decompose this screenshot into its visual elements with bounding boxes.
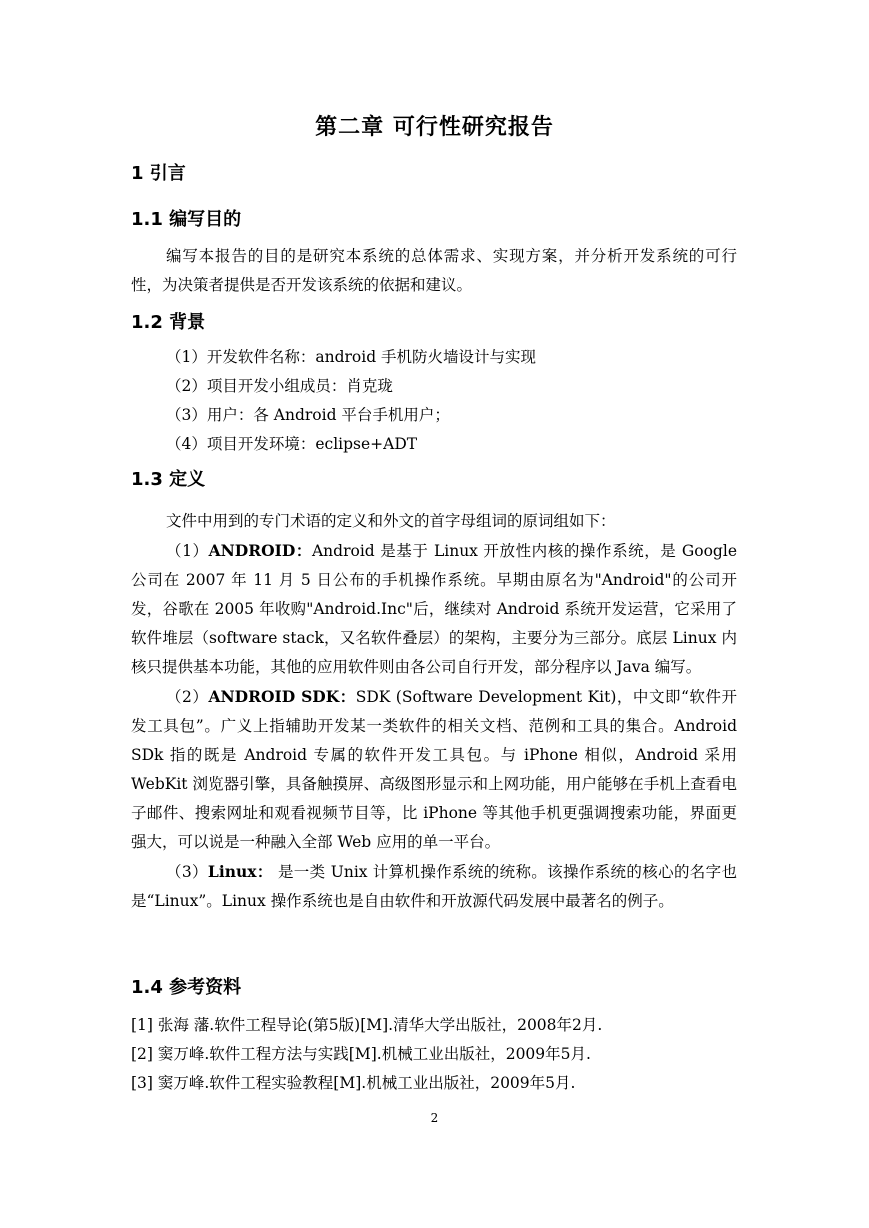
- background-item: （2）项目开发小组成员：肖克珑: [166, 377, 393, 395]
- definition-label: Linux：: [207, 862, 273, 881]
- background-item: （3）用户：各 Android 平台手机用户；: [166, 406, 450, 424]
- definition-android: [131, 536, 737, 682]
- definition-label: ANDROID SDK：: [208, 687, 356, 706]
- section-heading-purpose: 1.1 编写目的: [131, 209, 242, 230]
- definition-text: SDK (Software Development Kit)，中文即“软件开发工具包”。广义上指辅助开发某一类软件的相关文档、范例和工具的集合。Android SDk 指的既是 Android 专属的软件开发工具包。与 iPhone 相似，Android 采用 WebKit 浏览器引擎，具备触摸屏、高级图形显示和上网功能，用户能够在手机上查看电子邮件、搜索网址和观看视频节目等，比 iPhone 等其他手机更强调搜索功能，界面更强大，可以说是一种融入全部 Web 应用的单一平台。: [131, 688, 737, 851]
- definition-prefix: （3）: [166, 863, 208, 881]
- chapter-title: 第二章 可行性研究报告: [315, 115, 554, 140]
- background-item: （4）项目开发环境：eclipse+ADT: [166, 435, 418, 453]
- definition-text: 是一类 Unix 计算机操作系统的统称。该操作系统的核心的名字也是“Linux”。Linux 操作系统也是自由软件和开放源代码发展中最著名的例子。: [131, 863, 737, 910]
- section-heading-background: 1.2 背景: [131, 312, 206, 333]
- purpose-section: [131, 242, 737, 300]
- reference-item: [2] 窦万峰.软件工程方法与实践[M].机械工业出版社，2009年5月.: [131, 1045, 591, 1063]
- definition-prefix: （2）: [166, 688, 209, 706]
- definitions-intro: 文件中用到的专门术语的定义和外文的首字母组词的原词组如下：: [166, 512, 616, 530]
- background-item: （1）开发软件名称：android 手机防火墙设计与实现: [166, 348, 537, 366]
- definition-label: ANDROID：: [208, 541, 312, 560]
- purpose-paragraph: 编写本报告的目的是研究本系统的总体需求、实现方案，并分析开发系统的可行性，为决策者提供是否开发该系统的依据和建议。: [131, 247, 737, 294]
- reference-item: [1] 张海 藩.软件工程导论(第5版)[M].清华大学出版社，2008年2月.: [131, 1016, 603, 1034]
- section-heading-definitions: 1.3 定义: [131, 469, 206, 490]
- definition-android-sdk: [131, 682, 737, 857]
- definition-prefix: （1）: [166, 542, 209, 560]
- reference-item: [3] 窦万峰.软件工程实验教程[M].机械工业出版社，2009年5月.: [131, 1074, 576, 1092]
- definition-text: Android 是基于 Linux 开放性内核的操作系统，是 Google 公司在 2007 年 11 月 5 日公布的手机操作系统。早期由原名为"Android"的公司开发，谷歌在 2005 年收购"Android.Inc"后，继续对 Android 系统开发运营，它采用了软件堆层（software stack，又名软件叠层）的架构，主要分为三部分。底层 Linux 内核只提供基本功能，其他的应用软件则由各公司自行开发，部分程序以 Java 编写。: [131, 542, 737, 676]
- section-heading-intro: 1 引言: [131, 163, 186, 184]
- reference-list: [131, 1011, 602, 1098]
- page-number: 2: [430, 1111, 439, 1125]
- section-heading-references: 1.4 参考资料: [131, 977, 242, 998]
- background-list: [166, 343, 536, 459]
- definition-linux: [131, 857, 737, 916]
- definitions-section: [131, 507, 737, 916]
